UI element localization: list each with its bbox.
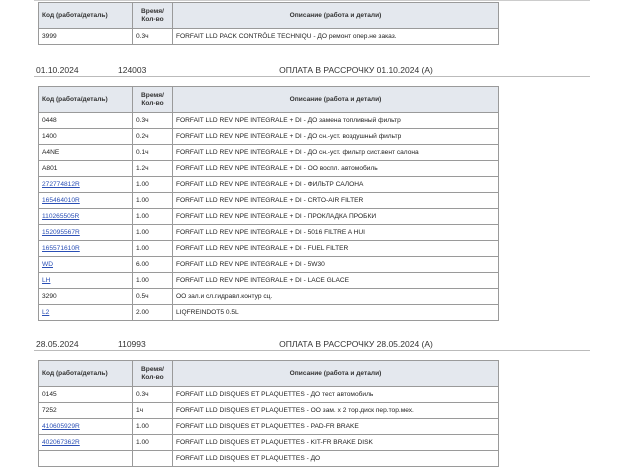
table-row [39, 177, 499, 193]
work-code: 0448 [39, 113, 133, 129]
column-header-description: Описание (работа и детали) [173, 361, 499, 387]
column-header-code: Код (работа/деталь) [39, 87, 133, 113]
column-header-code: Код (работа/деталь) [39, 3, 133, 29]
order-title: ОПЛАТА В РАССРОЧКУ 01.10.2024 (А) [279, 64, 433, 75]
description-cell: FORFAIT LLD REV NPE INTEGRALE + DI - ФИЛЬТР САЛОНА [173, 177, 499, 193]
description-cell: FORFAIT LLD REV NPE INTEGRALE + DI - CRTO-AIR FILTER [173, 193, 499, 209]
description-cell: FORFAIT LLD REV NPE INTEGRALE + DI - ДО сн.-уст. воздушный фильтр [173, 129, 499, 145]
table-row [39, 161, 499, 177]
table-header-row [39, 87, 499, 113]
work-code: 3290 [39, 289, 133, 305]
work-table [38, 86, 499, 321]
description-cell: FORFAIT LLD REV NPE INTEGRALE + DI - ПРОКЛАДКА ПРОБКИ [173, 209, 499, 225]
part-code-link[interactable]: L2 [39, 305, 133, 321]
time-qty-cell: 1.00 [133, 177, 173, 193]
description-cell: FORFAIT LLD REV NPE INTEGRALE + DI - LACE GLACE [173, 273, 499, 289]
work-code [39, 451, 133, 467]
order-number: 124003 [118, 64, 147, 75]
time-qty-cell: 0.3ч [133, 29, 173, 45]
table-row [39, 403, 499, 419]
time-qty-cell: 1.00 [133, 435, 173, 451]
time-qty-cell: 1.00 [133, 209, 173, 225]
table-row [39, 145, 499, 161]
order-block [34, 2, 590, 45]
top-divider [34, 0, 590, 1]
time-qty-cell: 0.3ч [133, 113, 173, 129]
description-cell: FORFAIT LLD DISQUES ET PLAQUETTES - PAD-FR BRAKE [173, 419, 499, 435]
table-row [39, 435, 499, 451]
order-title: ОПЛАТА В РАССРОЧКУ 28.05.2024 (А) [279, 338, 433, 349]
table-row [39, 209, 499, 225]
time-qty-cell: 0.5ч [133, 289, 173, 305]
time-qty-cell: 1.00 [133, 241, 173, 257]
table-row [39, 419, 499, 435]
part-code-link[interactable]: 165571610R [39, 241, 133, 257]
part-code-link[interactable]: 152095567R [39, 225, 133, 241]
table-row [39, 225, 499, 241]
time-qty-cell: 1.00 [133, 225, 173, 241]
description-cell: FORFAIT LLD REV NPE INTEGRALE + DI - ОО воспл. автомобиль [173, 161, 499, 177]
column-header-time-qty: Время/ Кол-во [133, 3, 173, 29]
time-qty-cell: 0.2ч [133, 129, 173, 145]
part-code-link[interactable]: 410605929R [39, 419, 133, 435]
time-qty-cell: 0.3ч [133, 387, 173, 403]
table-row [39, 129, 499, 145]
work-code: 7252 [39, 403, 133, 419]
time-qty-cell: 2.00 [133, 305, 173, 321]
column-header-description: Описание (работа и детали) [173, 3, 499, 29]
description-cell: LIQFREINDOT5 0.5L [173, 305, 499, 321]
table-row [39, 193, 499, 209]
column-header-description: Описание (работа и детали) [173, 87, 499, 113]
description-cell: FORFAIT LLD REV NPE INTEGRALE + DI - 5W30 [173, 257, 499, 273]
table-row [39, 257, 499, 273]
work-code: 1400 [39, 129, 133, 145]
part-code-link[interactable]: 402067362R [39, 435, 133, 451]
description-cell: FORFAIT LLD REV NPE INTEGRALE + DI - FUEL FILTER [173, 241, 499, 257]
description-cell: FORFAIT LLD DISQUES ET PLAQUETTES - KIT-FR BRAKE DISK [173, 435, 499, 451]
table-row [39, 387, 499, 403]
time-qty-cell: 0.1ч [133, 145, 173, 161]
work-table [38, 360, 499, 467]
description-cell: FORFAIT LLD REV NPE INTEGRALE + DI - ДО замена топливный фильтр [173, 113, 499, 129]
table-row [39, 273, 499, 289]
time-qty-cell: 6.00 [133, 257, 173, 273]
time-qty-cell: 1.00 [133, 273, 173, 289]
time-qty-cell [133, 451, 173, 467]
table-row [39, 241, 499, 257]
order-header [34, 63, 590, 77]
description-cell: FORFAIT LLD DISQUES ET PLAQUETTES - ОО зам. x 2 тор.диск пер.тор.мех. [173, 403, 499, 419]
table-row [39, 29, 499, 45]
column-header-time-qty: Время/ Кол-во [133, 87, 173, 113]
work-table [38, 2, 499, 45]
column-header-time-qty: Время/ Кол-во [133, 361, 173, 387]
description-cell: FORFAIT LLD PACK CONTRÔLE TECHNIQU - ДО ремонт опер.не заказ. [173, 29, 499, 45]
part-code-link[interactable]: LH [39, 273, 133, 289]
time-qty-cell: 1.2ч [133, 161, 173, 177]
time-qty-cell: 1ч [133, 403, 173, 419]
work-code: A801 [39, 161, 133, 177]
description-cell: FORFAIT LLD DISQUES ET PLAQUETTES - ДО [173, 451, 499, 467]
description-cell: FORFAIT LLD DISQUES ET PLAQUETTES - ДО тест автомобиль [173, 387, 499, 403]
column-header-code: Код (работа/деталь) [39, 361, 133, 387]
work-code: 0145 [39, 387, 133, 403]
description-cell: FORFAIT LLD REV NPE INTEGRALE + DI - 5016 FILTRE A HUI [173, 225, 499, 241]
order-date: 01.10.2024 [36, 64, 79, 75]
work-code: 3999 [39, 29, 133, 45]
table-row [39, 451, 499, 467]
order-number: 110993 [118, 338, 146, 349]
table-header-row [39, 3, 499, 29]
time-qty-cell: 1.00 [133, 419, 173, 435]
description-cell: FORFAIT LLD REV NPE INTEGRALE + DI - ДО сн.-уст. фильтр сист.вент салона [173, 145, 499, 161]
work-code: A4NE [39, 145, 133, 161]
order-block [34, 337, 590, 467]
table-row [39, 305, 499, 321]
table-header-row [39, 361, 499, 387]
order-header [34, 337, 590, 351]
order-date: 28.05.2024 [36, 338, 79, 349]
order-block [34, 63, 590, 321]
table-row [39, 113, 499, 129]
part-code-link[interactable]: 110265505R [39, 209, 133, 225]
part-code-link[interactable]: 272774812R [39, 177, 133, 193]
part-code-link[interactable]: WD [39, 257, 133, 273]
description-cell: ОО зал.и сл.гидравл.контур сц. [173, 289, 499, 305]
part-code-link[interactable]: 165464010R [39, 193, 133, 209]
table-row [39, 289, 499, 305]
time-qty-cell: 1.00 [133, 193, 173, 209]
